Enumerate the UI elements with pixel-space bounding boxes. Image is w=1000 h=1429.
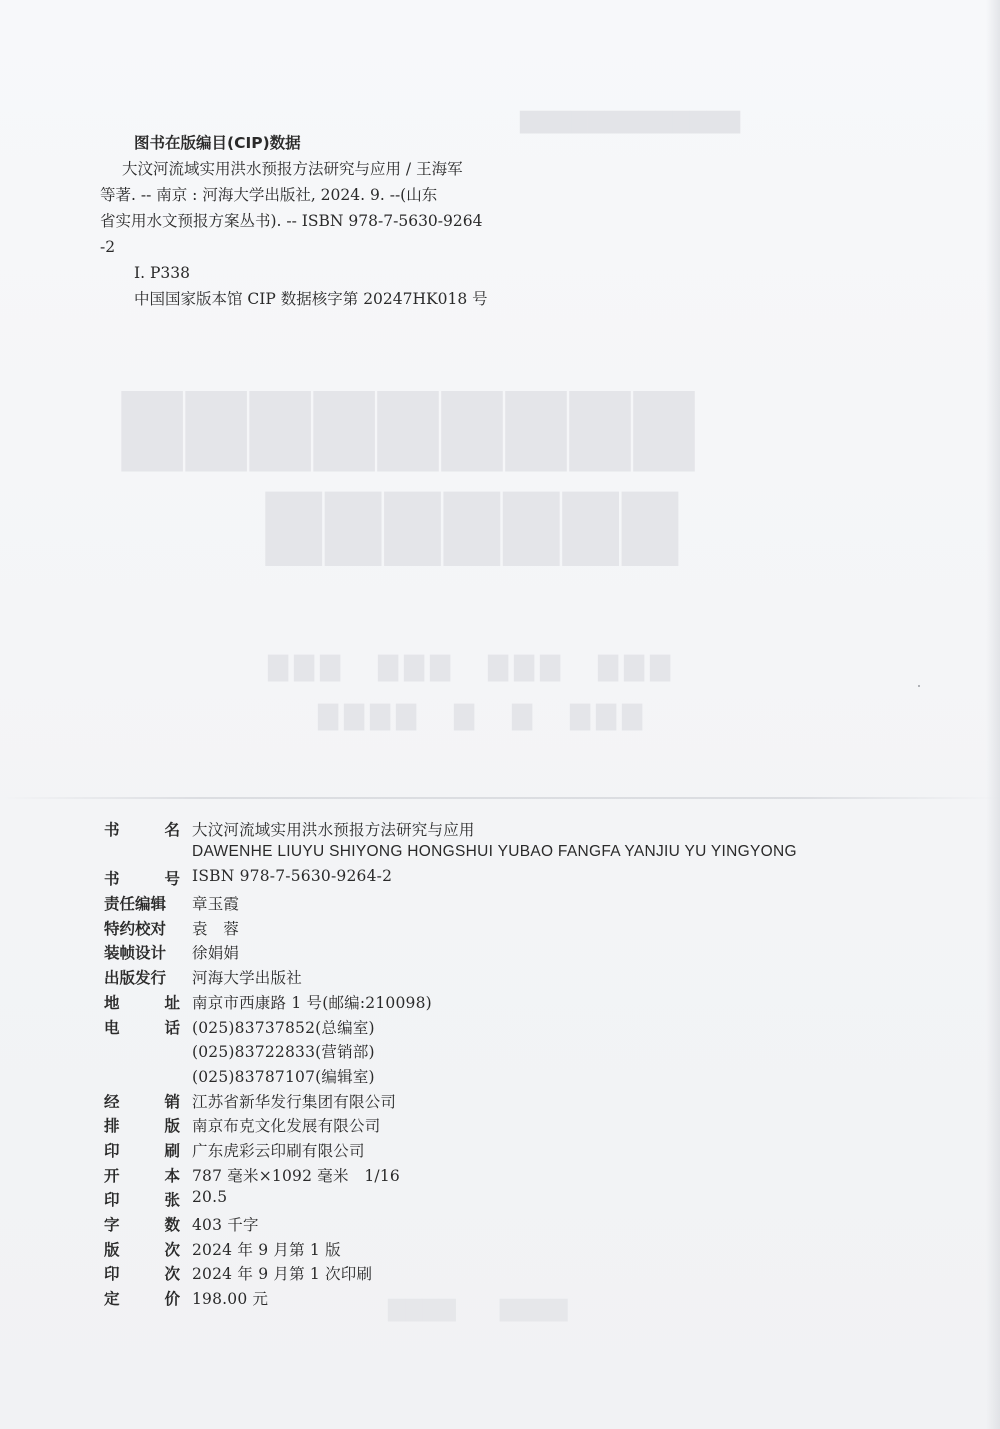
colophon-label-text: 开 [104, 1166, 120, 1185]
colophon-label [104, 1188, 180, 1210]
colophon-label [104, 1164, 180, 1186]
colophon-label [104, 1287, 180, 1309]
colophon-label [104, 1139, 180, 1161]
colophon-label-text: 印 [104, 1191, 120, 1210]
colophon-row [104, 1090, 924, 1115]
colophon-value: 章玉霞 [192, 895, 240, 914]
colophon-label [104, 1262, 180, 1284]
cip-classification: Ⅰ. P338 [134, 264, 190, 282]
colophon-row [104, 1188, 924, 1213]
colophon-label-text: 电 [104, 1018, 120, 1037]
cip-line: 等著. -- 南京 : 河海大学出版社, 2024. 9. --(山东 [100, 186, 438, 204]
colophon-label-text: 书 [104, 821, 120, 839]
colophon-label-text: 地 [104, 993, 120, 1012]
colophon-row [104, 1213, 924, 1238]
colophon-label-text: 名 [164, 821, 180, 839]
colophon-row [104, 1040, 924, 1065]
show-through-publisher-logo: ▇▇▇▇ ▇▇▇▇ [388, 1296, 568, 1322]
colophon-value: 787 毫米×1092 毫米 1/16 [192, 1166, 400, 1185]
colophon-row [104, 1262, 924, 1287]
colophon-row [104, 843, 924, 868]
colophon-value: 2024 年 9 月第 1 版 [192, 1240, 341, 1259]
colophon-row [104, 941, 924, 966]
colophon-row [104, 1164, 924, 1189]
colophon-label [104, 892, 180, 914]
colophon-row [104, 818, 924, 843]
colophon-label [104, 1213, 180, 1235]
colophon-row [104, 1238, 924, 1263]
colophon-label-text: 价 [164, 1290, 180, 1309]
colophon-label [104, 991, 180, 1013]
colophon-value: (025)83722833(营销部) [192, 1043, 375, 1062]
show-through-authors-line-1: ▇▇▇ ▇▇▇ ▇▇▇ ▇▇▇ [262, 652, 670, 682]
speck [918, 685, 920, 687]
show-through-title-line-1: ▇▇▇▇▇▇▇▇▇ [118, 380, 694, 471]
fold-line [0, 797, 1000, 799]
cip-block [100, 130, 560, 312]
colophon-label [104, 818, 180, 840]
colophon-label-text: 号 [164, 870, 180, 889]
colophon-label-text: 数 [164, 1216, 180, 1234]
colophon-label-text: 次 [164, 1240, 180, 1259]
colophon-value: 大汶河流域实用洪水预报方法研究与应用 [192, 821, 475, 839]
colophon-table [104, 818, 924, 1312]
colophon-label-text: 排 [104, 1117, 120, 1136]
colophon-value: 20.5 [192, 1188, 228, 1207]
colophon-label-text: 版 [164, 1117, 180, 1136]
colophon-value: 198.00 元 [192, 1290, 269, 1309]
colophon-row [104, 917, 924, 942]
colophon-row [104, 1114, 924, 1139]
colophon-value: (025)83787107(编辑室) [192, 1067, 375, 1086]
colophon-label [104, 1090, 180, 1112]
colophon-label-text: 特约校对 [104, 919, 167, 938]
colophon-label-text: 址 [164, 993, 180, 1012]
colophon-value: 徐娟娟 [192, 944, 240, 963]
colophon-label-text: 责任编辑 [104, 895, 167, 914]
colophon-label-text: 销 [164, 1092, 180, 1111]
colophon-label-text: 印 [104, 1141, 120, 1160]
colophon-label-text: 字 [104, 1216, 120, 1234]
colophon-value: 南京布克文化发展有限公司 [192, 1117, 381, 1136]
colophon-row [104, 966, 924, 991]
cip-line: 大汶河流域实用洪水预报方法研究与应用 / 王海军 [122, 160, 463, 178]
colophon-label [104, 1016, 180, 1038]
colophon-label-text: 定 [104, 1290, 120, 1309]
colophon-label-text: 经 [104, 1092, 120, 1111]
colophon-label-text: 刷 [164, 1141, 180, 1160]
show-through-title-line-2: ▇▇▇▇▇▇▇ [262, 480, 678, 565]
colophon-label-text: 版 [104, 1240, 120, 1259]
cip-approval-number: 中国国家版本馆 CIP 数据核字第 20247HK018 号 [134, 290, 488, 308]
colophon-label-text: 装帧设计 [104, 944, 167, 963]
colophon-label [104, 1238, 180, 1260]
show-through-series-name: ▇▇▇▇▇▇▇▇▇▇▇▇▇ [520, 108, 740, 134]
colophon-row [104, 991, 924, 1016]
colophon-row [104, 1287, 924, 1312]
colophon-value: DAWENHE LIUYU SHIYONG HONGSHUI YUBAO FANGFA YANJIU YU YINGYONG [192, 842, 797, 860]
colophon-label-text: 出版发行 [104, 969, 167, 988]
colophon-row [104, 1016, 924, 1041]
colophon-label-text: 张 [164, 1191, 180, 1210]
show-through-authors-line-2: ▇▇▇ ▇ ▇ ▇▇▇▇ [312, 701, 642, 731]
colophon-label-text: 本 [164, 1166, 180, 1185]
colophon-row [104, 867, 924, 892]
colophon-value: 袁 蓉 [192, 919, 240, 938]
cip-heading: 图书在版编目(CIP)数据 [134, 134, 301, 152]
cip-line: 省实用水文预报方案丛书). -- ISBN 978-7-5630-9264 [100, 212, 483, 230]
colophon-label-text: 话 [164, 1018, 180, 1037]
colophon-label [104, 867, 180, 889]
colophon-row [104, 1065, 924, 1090]
colophon-row [104, 1139, 924, 1164]
colophon-row [104, 892, 924, 917]
colophon-value: 403 千字 [192, 1216, 259, 1234]
colophon-value: (025)83737852(总编室) [192, 1018, 375, 1037]
colophon-label-text: 印 [104, 1265, 120, 1284]
colophon-value: 河海大学出版社 [192, 969, 302, 988]
colophon-value: ISBN 978-7-5630-9264-2 [192, 867, 393, 886]
colophon-label [104, 966, 180, 988]
colophon-label-text: 次 [164, 1265, 180, 1284]
colophon-value: 南京市西康路 1 号(邮编:210098) [192, 993, 432, 1012]
colophon-label [104, 1114, 180, 1136]
page-edge-shadow [986, 0, 1000, 1429]
colophon-value: 2024 年 9 月第 1 次印刷 [192, 1265, 373, 1284]
colophon-label [104, 917, 180, 939]
cip-line: -2 [100, 238, 116, 256]
colophon-label [104, 941, 180, 963]
colophon-value: 广东虎彩云印刷有限公司 [192, 1141, 365, 1160]
colophon-value: 江苏省新华发行集团有限公司 [192, 1092, 397, 1111]
colophon-label-text: 书 [104, 870, 120, 889]
